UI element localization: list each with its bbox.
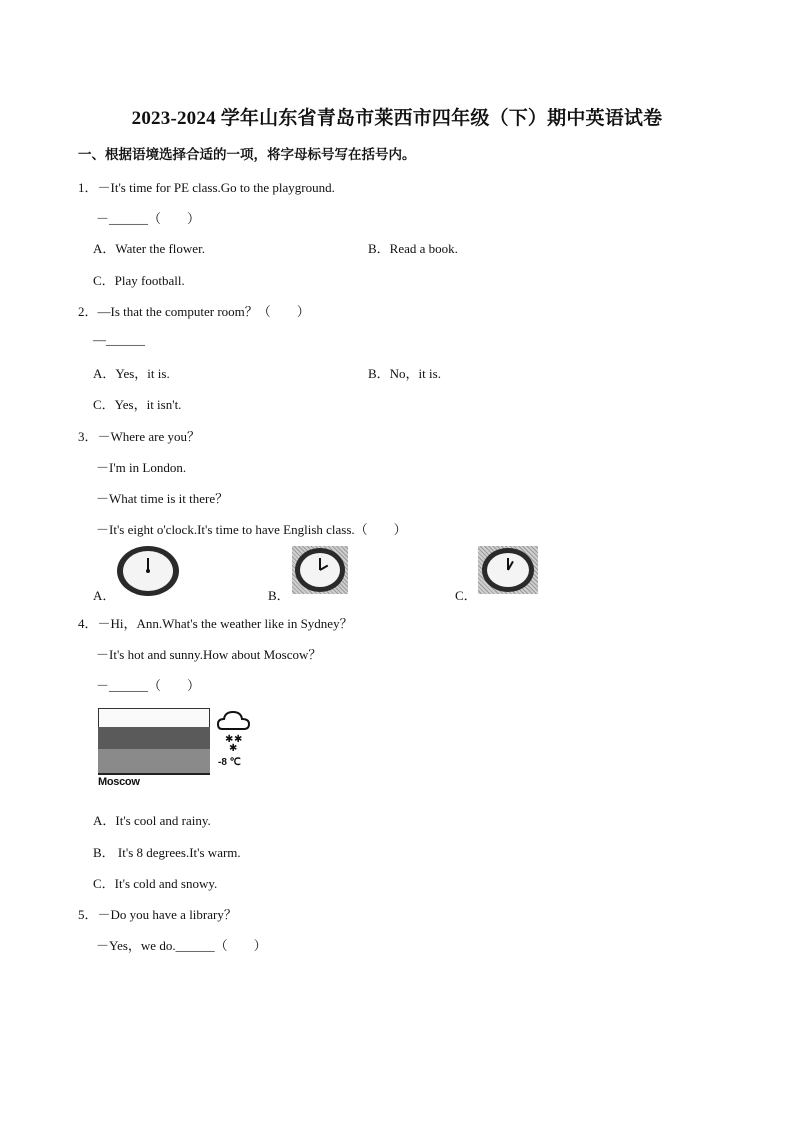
q4-prompt: 4．－Hi，Ann.What's the weather like in Sydney？ <box>78 616 353 631</box>
q2-option-a: A．Yes，it is. <box>93 366 170 381</box>
q3-line-2: －What time is it there？ <box>96 491 229 506</box>
snow-cloud-icon <box>216 709 252 753</box>
q2-option-c: C．Yes，it isn't. <box>93 397 182 412</box>
clock-a-image <box>117 546 179 596</box>
svg-text:✱: ✱ <box>229 743 238 753</box>
q1-option-c: C．Play football. <box>93 273 185 288</box>
q5-prompt: 5．－Do you have a library？ <box>78 907 237 922</box>
q2-answer-blank: —______ <box>93 332 145 347</box>
section-heading: 一、根据语境选择合适的一项，将字母标号写在括号内。 <box>78 147 416 162</box>
q1-option-b: B．Read a book. <box>368 241 458 256</box>
q3-option-a-label: A． <box>93 588 116 603</box>
svg-text:✱: ✱ <box>234 734 243 745</box>
q4-option-b: B． It's 8 degrees.It's warm. <box>93 845 241 860</box>
clock-c-image <box>478 546 538 594</box>
q4-line-1: －It's hot and sunny.How about Moscow？ <box>96 647 322 662</box>
q4-answer-blank: －______（ ） <box>96 678 201 693</box>
clock-b-image <box>292 546 348 594</box>
temperature-label: -8 ℃ <box>218 757 241 768</box>
q2-option-b: B．No，it is. <box>368 366 441 381</box>
svg-text:✱: ✱ <box>225 734 234 745</box>
q3-line-3: －It's eight o'clock.It's time to have English class.（ ） <box>96 522 407 537</box>
q3-prompt: 3．－Where are you？ <box>78 429 201 444</box>
moscow-label: Moscow <box>98 776 140 788</box>
q4-option-c: C．It's cold and snowy. <box>93 876 218 891</box>
q5-answer-blank: －Yes，we do.______（ ） <box>96 938 267 953</box>
q3-line-1: －I'm in London. <box>96 460 187 475</box>
q3-option-b-label: B． <box>268 588 290 603</box>
q2-prompt: 2．—Is that the computer room？（ ） <box>78 304 310 319</box>
q3-option-c-label: C． <box>455 588 477 603</box>
moscow-weather-image <box>96 705 254 790</box>
page-title: 2023-2024 学年山东省青岛市莱西市四年级（下）期中英语试卷 <box>131 108 663 129</box>
q1-answer-blank: －______（ ） <box>96 211 201 226</box>
q1-prompt: 1．－It's time for PE class.Go to the playground. <box>78 180 335 195</box>
q4-option-a: A．It's cool and rainy. <box>93 813 211 828</box>
q1-option-a: A．Water the flower. <box>93 241 205 256</box>
